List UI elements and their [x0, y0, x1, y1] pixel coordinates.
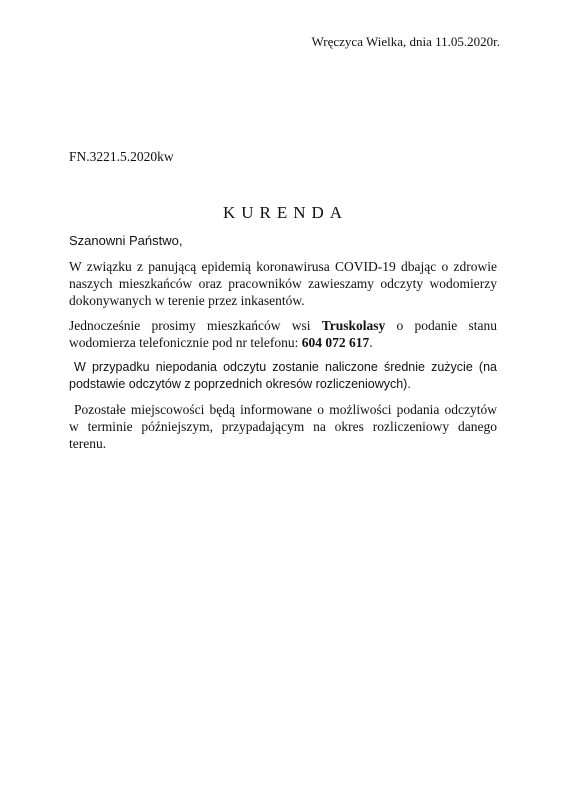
paragraph-other-localities: Pozostałe miejscowości będą informowane o możliwości podania odczytów w terminie późniejszym, przypadającym na okres rozliczeniowy danego terenu. [69, 402, 497, 451]
village-name: Truskolasy [321, 318, 386, 333]
salutation: Szanowni Państwo, [69, 233, 183, 248]
paragraph-average-consumption: W przypadku niepodania odczytu zostanie naliczone średnie zużycie (na podstawie odczytów z poprzednich okresów rozliczeniowych). [69, 360, 497, 391]
paragraph-phone-request-text-2: o podanie stanu wodomierza telefonicznie pod nr telefonu: [69, 318, 497, 350]
phone-number: 604 072 617 [301, 335, 370, 350]
reference-number: FN.3221.5.2020kw [69, 149, 174, 164]
letter-body [69, 232, 497, 460]
paragraph-suspension-notice: W związku z panującą epidemią koronawirusa COVID-19 dbając o zdrowie naszych mieszkańców oraz pracowników zawieszamy odczyty wodomierzy dokonywanych w terenie przez inkasentów. [69, 259, 497, 308]
paragraph-phone-request-text-3: . [369, 335, 373, 350]
place-and-date: Wręczyca Wielka, dnia 11.05.2020r. [311, 34, 500, 49]
document-title: KURENDA [222, 203, 349, 222]
paragraph-phone-request-text-1: Jednocześnie prosimy mieszkańców wsi [69, 318, 322, 333]
paragraph-phone-request [69, 317, 497, 351]
